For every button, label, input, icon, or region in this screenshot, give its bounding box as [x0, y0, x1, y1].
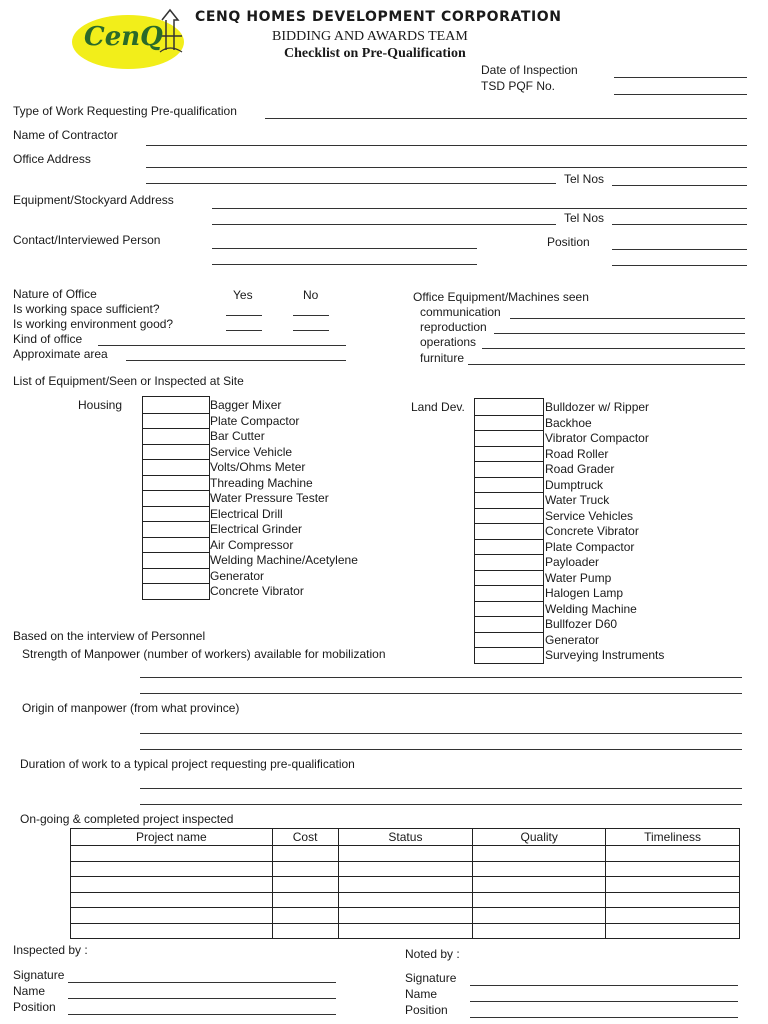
landdev-checkbox[interactable] — [475, 477, 543, 478]
landdev-item-label: Surveying Instruments — [545, 648, 665, 662]
table-cell[interactable] — [473, 908, 606, 924]
manpower-field-1[interactable] — [140, 677, 742, 678]
tsd-pqf-field[interactable] — [614, 94, 747, 95]
noter-signature-field[interactable] — [470, 985, 738, 986]
housing-label: Housing — [78, 398, 123, 412]
landdev-item-label: Backhoe — [545, 415, 592, 430]
equipment-address-field-2[interactable] — [212, 224, 556, 225]
contractor-field[interactable] — [146, 145, 747, 146]
landdev-checkbox[interactable] — [475, 415, 543, 416]
table-row — [71, 892, 740, 908]
landdev-checkbox[interactable] — [475, 570, 543, 571]
housing-checkbox[interactable] — [143, 552, 209, 553]
type-of-work-field[interactable] — [265, 118, 747, 119]
housing-item-label: Electrical Grinder — [210, 522, 303, 536]
landdev-item-label: Bullfozer D60 — [545, 617, 618, 631]
office-address-field-1[interactable] — [146, 167, 747, 168]
question-working-space: Is working space sufficient? — [13, 302, 160, 316]
kind-of-office-field[interactable] — [98, 345, 346, 346]
position-field-1[interactable] — [612, 249, 747, 250]
table-cell[interactable] — [338, 861, 473, 877]
communication-field[interactable] — [510, 318, 745, 319]
housing-item-label: Concrete Vibrator — [210, 584, 304, 598]
type-of-work-label: Type of Work Requesting Pre-qualification — [13, 104, 237, 118]
landdev-item-label: Water Truck — [545, 493, 610, 507]
noted-by-label: Noted by : — [405, 947, 460, 961]
housing-item-label: Water Pressure Tester — [210, 491, 329, 505]
housing-item-label: Volts/Ohms Meter — [210, 460, 306, 474]
equipment-furniture: furniture — [420, 351, 465, 365]
approximate-area-label: Approximate area — [13, 347, 108, 361]
table-cell[interactable] — [71, 908, 273, 924]
working-environment-yes-field[interactable] — [226, 330, 262, 331]
landdev-label: Land Dev. — [411, 400, 465, 414]
housing-checkbox[interactable] — [143, 490, 209, 491]
inspected-by-label: Inspected by : — [13, 943, 88, 957]
column-quality: Quality — [473, 829, 606, 846]
reproduction-field[interactable] — [494, 333, 745, 334]
contact-person-field-2[interactable] — [212, 264, 477, 265]
housing-item-label: Air Compressor — [210, 537, 294, 552]
landdev-item-label: Vibrator Compactor — [545, 431, 649, 445]
table-cell[interactable] — [71, 892, 273, 908]
landdev-item-label: Payloader — [545, 555, 600, 569]
landdev-checkbox-column — [474, 398, 544, 664]
housing-checkbox[interactable] — [143, 506, 209, 507]
landdev-item-label: Bulldozer w/ Ripper — [545, 400, 650, 414]
inspector-signature-label: Signature — [13, 968, 65, 982]
housing-checkbox[interactable] — [143, 428, 209, 429]
landdev-item-label: Dumptruck — [545, 477, 604, 492]
landdev-checkbox[interactable] — [475, 523, 543, 524]
tel-nos-label-2: Tel Nos — [564, 211, 605, 225]
column-timeliness: Timeliness — [606, 829, 740, 846]
table-cell[interactable] — [473, 861, 606, 877]
housing-checkbox[interactable] — [143, 459, 209, 460]
table-cell[interactable] — [606, 861, 740, 877]
position-label: Position — [547, 235, 590, 249]
table-row — [71, 861, 740, 877]
housing-checkbox[interactable] — [143, 583, 209, 584]
table-cell[interactable] — [272, 861, 338, 877]
projects-table-header — [71, 829, 740, 846]
housing-item-label: Welding Machine/Acetylene — [210, 553, 358, 567]
column-cost: Cost — [272, 829, 338, 846]
table-cell[interactable] — [606, 923, 740, 939]
landdev-item-label: Plate Compactor — [545, 539, 635, 554]
equipment-address-label: Equipment/Stockyard Address — [13, 193, 174, 207]
housing-checkbox[interactable] — [143, 537, 209, 538]
table-cell[interactable] — [272, 877, 338, 893]
housing-item-label: Generator — [210, 568, 265, 583]
table-cell[interactable] — [272, 846, 338, 862]
tel-nos-field-2[interactable] — [612, 224, 747, 225]
landdev-checkbox[interactable] — [475, 430, 543, 431]
nature-of-office-label: Nature of Office — [13, 287, 97, 301]
organization-name: CENQ HOMES DEVELOPMENT CORPORATION — [195, 9, 562, 25]
inspector-position-label: Position — [13, 1000, 56, 1014]
question-working-environment: Is working environment good? — [13, 317, 174, 331]
equipment-operations: operations — [420, 335, 477, 349]
housing-checkbox[interactable] — [143, 444, 209, 445]
landdev-item-label: Road Roller — [545, 446, 609, 461]
working-space-yes-field[interactable] — [226, 315, 262, 316]
table-cell[interactable] — [71, 861, 273, 877]
landdev-checkbox[interactable] — [475, 446, 543, 447]
inspector-signature-field[interactable] — [68, 982, 336, 983]
duration-field-2[interactable] — [140, 804, 742, 805]
landdev-item-label: Road Grader — [545, 462, 615, 476]
table-cell[interactable] — [473, 923, 606, 939]
working-space-no-field[interactable] — [293, 315, 329, 316]
equipment-reproduction: reproduction — [420, 320, 487, 334]
position-field-2[interactable] — [612, 265, 747, 266]
table-cell[interactable] — [606, 877, 740, 893]
table-cell[interactable] — [473, 892, 606, 908]
office-equipment-label: Office Equipment/Machines seen — [413, 290, 589, 304]
table-row — [71, 877, 740, 893]
table-row — [71, 923, 740, 939]
duration-field-1[interactable] — [140, 788, 742, 789]
inspector-name-label: Name — [13, 984, 46, 998]
noter-position-field[interactable] — [470, 1017, 738, 1018]
noter-signature-label: Signature — [405, 971, 457, 985]
landdev-checkbox[interactable] — [475, 539, 543, 540]
table-row — [71, 846, 740, 862]
tel-nos-label-1: Tel Nos — [564, 172, 605, 186]
housing-checkbox[interactable] — [143, 568, 209, 569]
duration-question: Duration of work to a typical project requesting pre-qualification — [20, 757, 355, 771]
page-title: Checklist on Pre-Qualification — [284, 46, 466, 61]
contact-person-label: Contact/Interviewed Person — [13, 233, 161, 247]
table-cell[interactable] — [272, 908, 338, 924]
origin-question: Origin of manpower (from what province) — [22, 701, 240, 715]
office-address-field-2[interactable] — [146, 183, 556, 184]
origin-field-1[interactable] — [140, 733, 742, 734]
manpower-question: Strength of Manpower (number of workers) available for mobilization — [22, 647, 386, 661]
table-cell[interactable] — [338, 846, 473, 862]
origin-field-2[interactable] — [140, 749, 742, 750]
table-cell[interactable] — [338, 877, 473, 893]
equipment-list-label: List of Equipment/Seen or Inspected at Site — [13, 374, 244, 388]
housing-item-label: Bar Cutter — [210, 429, 265, 443]
inspector-position-field[interactable] — [68, 1014, 336, 1015]
projects-table — [70, 828, 740, 939]
table-cell[interactable] — [272, 923, 338, 939]
landdev-checkbox[interactable] — [475, 461, 543, 462]
ongoing-projects-label: On-going & completed project inspected — [20, 812, 234, 826]
table-cell[interactable] — [473, 846, 606, 862]
contractor-label: Name of Contractor — [13, 128, 118, 142]
landdev-item-label: Water Pump — [545, 570, 612, 585]
tel-nos-field-1[interactable] — [612, 185, 747, 186]
equipment-address-field-1[interactable] — [212, 208, 747, 209]
table-cell[interactable] — [606, 892, 740, 908]
kind-of-office-label: Kind of office — [13, 332, 83, 346]
housing-item-label: Bagger Mixer — [210, 398, 282, 412]
tsd-pqf-label: TSD PQF No. — [481, 79, 556, 93]
table-cell[interactable] — [473, 877, 606, 893]
housing-item-label: Service Vehicle — [210, 444, 293, 459]
table-cell[interactable] — [338, 923, 473, 939]
furniture-field[interactable] — [468, 364, 745, 365]
contact-person-field-1[interactable] — [212, 248, 477, 249]
manpower-field-2[interactable] — [140, 693, 742, 694]
table-cell[interactable] — [338, 908, 473, 924]
housing-checkbox-column — [142, 396, 210, 600]
landdev-checkbox[interactable] — [475, 601, 543, 602]
landdev-checkbox[interactable] — [475, 554, 543, 555]
table-cell[interactable] — [606, 908, 740, 924]
column-project-name: Project name — [71, 829, 273, 846]
noter-name-field[interactable] — [470, 1001, 738, 1002]
inspector-name-field[interactable] — [68, 998, 336, 999]
landdev-item-label: Halogen Lamp — [545, 586, 624, 600]
landdev-checkbox[interactable] — [475, 647, 543, 648]
landdev-checkbox[interactable] — [475, 508, 543, 509]
table-row — [71, 908, 740, 924]
equipment-communication: communication — [420, 305, 501, 319]
landdev-checkbox[interactable] — [475, 616, 543, 617]
housing-checkbox[interactable] — [143, 521, 209, 522]
housing-item-label: Electrical Drill — [210, 506, 283, 521]
table-cell[interactable] — [338, 892, 473, 908]
approximate-area-field[interactable] — [126, 360, 346, 361]
logo-text: CenQ — [84, 22, 163, 52]
landdev-item-label: Service Vehicles — [545, 508, 634, 523]
column-status: Status — [338, 829, 473, 846]
date-of-inspection-field[interactable] — [614, 77, 747, 78]
housing-checkbox[interactable] — [143, 475, 209, 476]
no-header: No — [303, 288, 319, 302]
noter-name-label: Name — [405, 987, 438, 1001]
landdev-checkbox[interactable] — [475, 492, 543, 493]
operations-field[interactable] — [482, 348, 745, 349]
company-logo — [70, 6, 186, 70]
team-name: BIDDING AND AWARDS TEAM — [272, 29, 468, 44]
table-cell[interactable] — [71, 877, 273, 893]
landdev-item-label: Generator — [545, 632, 600, 647]
landdev-item-label: Welding Machine — [545, 601, 637, 616]
landdev-checkbox[interactable] — [475, 585, 543, 586]
table-cell[interactable] — [71, 846, 273, 862]
yes-header: Yes — [233, 288, 253, 302]
table-cell[interactable] — [272, 892, 338, 908]
landdev-item-label: Concrete Vibrator — [545, 524, 639, 538]
table-cell[interactable] — [606, 846, 740, 862]
working-environment-no-field[interactable] — [293, 330, 329, 331]
table-cell[interactable] — [71, 923, 273, 939]
date-of-inspection-label: Date of Inspection — [481, 63, 578, 77]
landdev-checkbox[interactable] — [475, 632, 543, 633]
noter-position-label: Position — [405, 1003, 448, 1017]
office-address-label: Office Address — [13, 152, 91, 166]
interview-label: Based on the interview of Personnel — [13, 629, 206, 643]
housing-item-label: Threading Machine — [210, 475, 313, 490]
housing-item-label: Plate Compactor — [210, 413, 300, 428]
housing-checkbox[interactable] — [143, 413, 209, 414]
